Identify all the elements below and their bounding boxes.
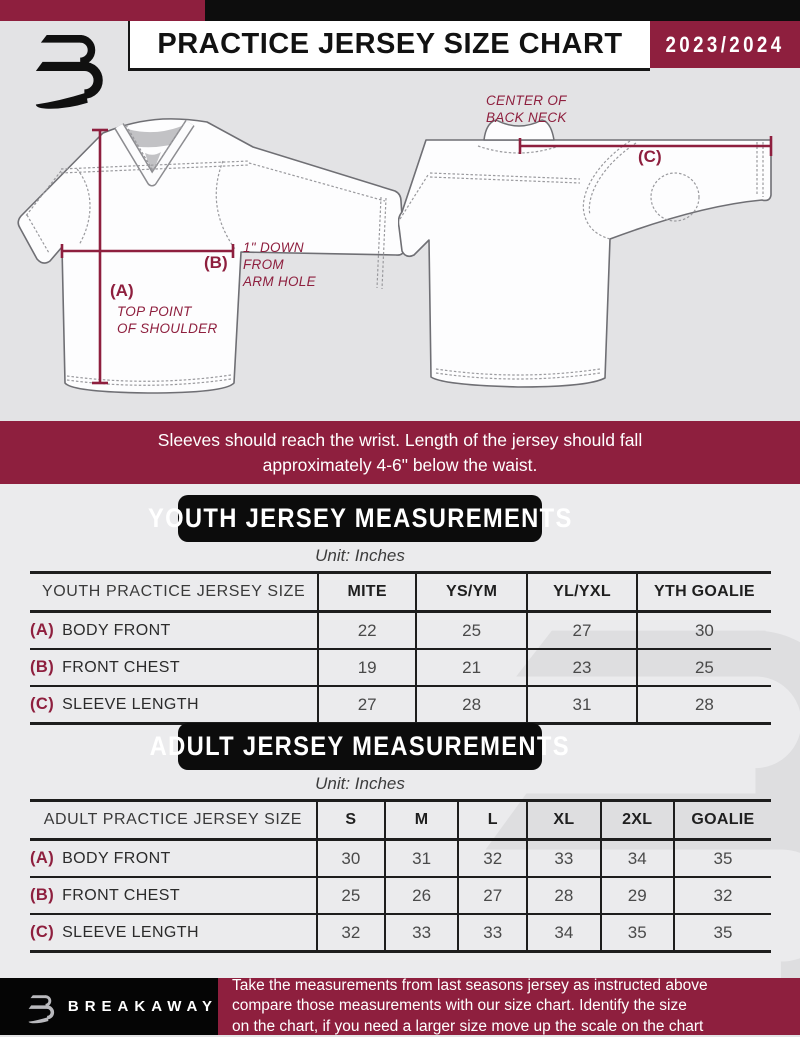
youth-section-title: YOUTH JERSEY MEASUREMENTS [147, 503, 573, 533]
table-row: (C) SLEEVE LENGTH 32 33 33 34 35 35 [30, 914, 771, 952]
breakaway-footer-logo-icon [28, 988, 60, 1026]
measure-a-note: TOP POINT OF SHOULDER [117, 304, 218, 336]
page-title: PRACTICE JERSEY SIZE CHART [128, 21, 650, 71]
youth-unit-label: Unit: Inches [315, 546, 405, 565]
youth-table-header-row [30, 573, 771, 612]
row-key: (B) [30, 658, 55, 676]
fit-notice-banner [0, 421, 800, 484]
row-key: (C) [30, 923, 55, 941]
youth-col-mite: MITE [318, 573, 416, 612]
adult-col-l: L [458, 801, 527, 840]
youth-section-banner [147, 495, 573, 542]
fit-notice-line1: Sleeves should reach the wrist. Length of the jersey should fall [157, 429, 643, 450]
row-label: FRONT CHEST [62, 887, 180, 904]
measurements-section [0, 484, 800, 978]
back-jersey-diagram [398, 85, 790, 415]
measure-c-note: CENTER OF BACK NECK [486, 93, 567, 125]
measure-a-label: (A) [110, 281, 134, 300]
adult-section-banner [149, 723, 571, 770]
row-key: (B) [30, 886, 55, 904]
youth-col-label: YOUTH PRACTICE JERSEY SIZE [30, 573, 318, 612]
footer-instruction-line1: Take the measurements from last seasons jersey as instructed above [232, 976, 708, 994]
table-row: (C) SLEEVE LENGTH 27 28 31 28 [30, 686, 771, 724]
season-text: 2023/2024 [665, 31, 785, 57]
youth-col-ylyxl: YL/YXL [527, 573, 637, 612]
season-badge [650, 21, 800, 68]
adult-col-goalie: GOALIE [674, 801, 771, 840]
row-label: BODY FRONT [62, 850, 171, 867]
footer-brand-block [0, 978, 218, 1035]
adult-col-m: M [385, 801, 458, 840]
brand-name: BREAKAWAY [67, 998, 218, 1015]
adult-col-2xl: 2XL [601, 801, 674, 840]
top-strip-black [205, 0, 800, 21]
table-row: (A) BODY FRONT 22 25 27 30 [30, 612, 771, 650]
row-label: SLEEVE LENGTH [62, 696, 199, 713]
footer-instructions [218, 978, 800, 1035]
adult-col-s: S [317, 801, 385, 840]
adult-col-xl: XL [527, 801, 600, 840]
table-row: (B) FRONT CHEST 19 21 23 25 [30, 649, 771, 686]
youth-col-goalie: YTH GOALIE [637, 573, 771, 612]
footer-instruction-line2: compare those measurements with our size chart. Identify the size [232, 997, 687, 1015]
row-key: (A) [30, 621, 55, 639]
row-label: FRONT CHEST [62, 659, 180, 676]
row-label: SLEEVE LENGTH [62, 924, 199, 941]
adult-unit-label: Unit: Inches [315, 774, 405, 793]
front-jersey-diagram [15, 95, 413, 407]
measure-b-note: 1" DOWN FROM ARM HOLE [243, 240, 316, 289]
measure-c-label: (C) [638, 147, 662, 166]
row-key: (A) [30, 849, 55, 867]
adult-col-label: ADULT PRACTICE JERSEY SIZE [30, 801, 317, 840]
adult-size-table [30, 799, 771, 953]
measure-b-label: (B) [204, 253, 228, 272]
adult-section-title: ADULT JERSEY MEASUREMENTS [149, 731, 571, 761]
adult-table-header-row [30, 801, 771, 840]
youth-size-table [30, 571, 771, 725]
footer-instruction-line3: on the chart, if you need a larger size move up the scale on the chart [232, 1017, 704, 1035]
row-label: BODY FRONT [62, 622, 171, 639]
table-row: (B) FRONT CHEST 25 26 27 28 29 32 [30, 877, 771, 914]
top-strip-maroon [0, 0, 205, 21]
row-key: (C) [30, 695, 55, 713]
fit-notice-line2: approximately 4-6" below the waist. [262, 454, 538, 475]
table-row: (A) BODY FRONT 30 31 32 33 34 35 [30, 840, 771, 878]
youth-col-ysym: YS/YM [416, 573, 527, 612]
